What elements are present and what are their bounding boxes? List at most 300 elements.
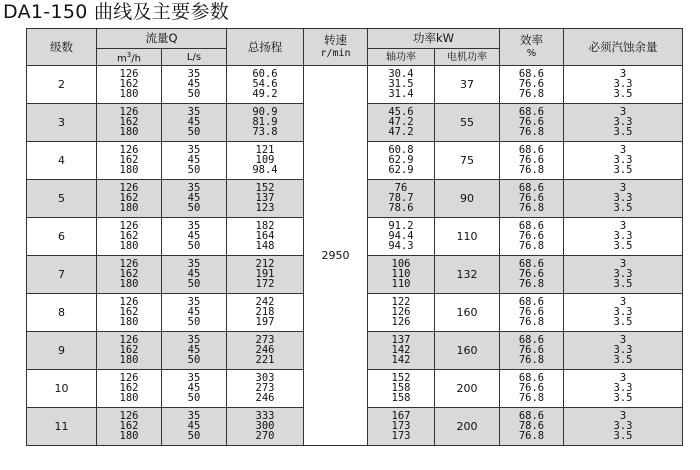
eff-values — [500, 295, 563, 328]
m3h-cell — [97, 256, 162, 294]
ls-values — [162, 67, 226, 100]
head-value: 121 — [255, 143, 275, 156]
eff-cell — [500, 104, 564, 142]
m3h-cell — [97, 332, 162, 370]
m3h-value: 180 — [119, 201, 139, 214]
shaft-value: 47.2 — [388, 115, 414, 128]
npsh-value: 3.3 — [613, 153, 633, 166]
motor-cell: 200 — [435, 408, 500, 446]
head-value: 191 — [255, 267, 275, 280]
ls-value: 45 — [187, 343, 201, 356]
header-power: 功率kW — [368, 29, 500, 49]
npsh-value: 3 — [619, 295, 627, 308]
ls-value: 45 — [187, 267, 201, 280]
npsh-value: 3 — [619, 333, 627, 346]
eff-value: 78.6 — [518, 419, 545, 432]
eff-value: 76.6 — [518, 267, 545, 280]
m3h-value: 162 — [119, 191, 139, 204]
motor-cell: 110 — [435, 218, 500, 256]
head-cell — [227, 294, 304, 332]
ls-value: 50 — [187, 391, 201, 404]
eff-values — [500, 219, 563, 252]
head-value: 148 — [255, 239, 275, 252]
shaft-values — [368, 295, 434, 328]
shaft-cell — [368, 408, 435, 446]
unit-rest: /h — [131, 53, 141, 65]
shaft-value: 110 — [391, 277, 411, 290]
m3h-value: 180 — [119, 429, 139, 442]
npsh-value: 3.3 — [613, 381, 633, 394]
npsh-cell — [564, 332, 683, 370]
shaft-values — [368, 333, 434, 366]
m3h-values — [97, 143, 161, 176]
header-speed-unit: r/min — [320, 48, 351, 60]
eff-value: 76.8 — [518, 429, 545, 442]
ls-values — [162, 143, 226, 176]
m3h-values — [97, 409, 161, 442]
eff-cell — [500, 66, 564, 104]
header-efficiency-unit: % — [526, 48, 537, 60]
header-npsh: 必须汽蚀余量 — [564, 29, 683, 66]
head-value: 54.6 — [252, 77, 278, 90]
npsh-cell — [564, 256, 683, 294]
stage-cell: 6 — [27, 218, 97, 256]
m3h-cell — [97, 294, 162, 332]
shaft-value: 122 — [391, 295, 411, 308]
shaft-value: 126 — [391, 305, 411, 318]
npsh-value: 3.5 — [613, 163, 633, 176]
ls-value: 35 — [187, 105, 201, 118]
head-value: 172 — [255, 277, 275, 290]
eff-value: 68.6 — [518, 409, 545, 422]
npsh-cell — [564, 294, 683, 332]
head-values — [227, 105, 303, 138]
m3h-value: 180 — [119, 315, 139, 328]
ls-value: 35 — [187, 219, 201, 232]
npsh-cell — [564, 218, 683, 256]
stage-cell: 8 — [27, 294, 97, 332]
motor-cell: 37 — [435, 66, 500, 104]
m3h-cell — [97, 142, 162, 180]
page-title: DA1-150 曲线及主要参数 — [3, 1, 230, 23]
ls-value: 45 — [187, 191, 201, 204]
ls-values — [162, 181, 226, 214]
eff-value: 68.6 — [518, 219, 545, 232]
shaft-values — [368, 409, 434, 442]
ls-values — [162, 105, 226, 138]
eff-value: 76.8 — [518, 163, 545, 176]
ls-cell — [162, 294, 227, 332]
head-value: 303 — [255, 371, 275, 384]
head-values — [227, 371, 303, 404]
shaft-value: 62.9 — [388, 163, 414, 176]
unit-base: m — [117, 53, 127, 65]
shaft-value: 126 — [391, 315, 411, 328]
shaft-cell — [368, 104, 435, 142]
shaft-value: 142 — [391, 343, 411, 356]
shaft-value: 137 — [391, 333, 411, 346]
head-value: 221 — [255, 353, 275, 366]
npsh-value: 3.5 — [613, 391, 633, 404]
m3h-value: 162 — [119, 77, 139, 90]
m3h-value: 180 — [119, 277, 139, 290]
head-value: 197 — [255, 315, 275, 328]
ls-value: 50 — [187, 163, 201, 176]
shaft-cell — [368, 370, 435, 408]
npsh-value: 3.5 — [613, 87, 633, 100]
ls-values — [162, 371, 226, 404]
ls-value: 50 — [187, 239, 201, 252]
eff-value: 76.6 — [518, 381, 545, 394]
m3h-value: 162 — [119, 115, 139, 128]
npsh-value: 3.3 — [613, 267, 633, 280]
header-stages: 级数 — [27, 29, 97, 66]
npsh-cell — [564, 104, 683, 142]
npsh-values — [564, 105, 682, 138]
head-value: 246 — [255, 391, 275, 404]
m3h-value: 162 — [119, 305, 139, 318]
motor-cell: 200 — [435, 370, 500, 408]
shaft-value: 78.6 — [388, 201, 414, 214]
head-value: 212 — [255, 257, 275, 270]
npsh-value: 3.3 — [613, 77, 633, 90]
shaft-value: 62.9 — [388, 153, 414, 166]
m3h-value: 180 — [119, 163, 139, 176]
head-values — [227, 333, 303, 366]
npsh-value: 3.5 — [613, 277, 633, 290]
shaft-value: 142 — [391, 353, 411, 366]
m3h-cell — [97, 408, 162, 446]
m3h-value: 180 — [119, 353, 139, 366]
m3h-cell — [97, 66, 162, 104]
ls-values — [162, 257, 226, 290]
npsh-value: 3.5 — [613, 239, 633, 252]
ls-value: 35 — [187, 67, 201, 80]
head-value: 81.9 — [252, 115, 278, 128]
ls-cell — [162, 408, 227, 446]
m3h-value: 180 — [119, 239, 139, 252]
eff-values — [500, 67, 563, 100]
ls-cell — [162, 332, 227, 370]
head-value: 164 — [255, 229, 275, 242]
m3h-value: 126 — [119, 371, 139, 384]
shaft-values — [368, 67, 434, 100]
npsh-values — [564, 143, 682, 176]
head-value: 182 — [255, 219, 275, 232]
m3h-values — [97, 371, 161, 404]
eff-value: 68.6 — [518, 181, 545, 194]
motor-cell: 160 — [435, 294, 500, 332]
m3h-cell — [97, 370, 162, 408]
npsh-values — [564, 371, 682, 404]
shaft-cell — [368, 142, 435, 180]
shaft-values — [368, 219, 434, 252]
shaft-values — [368, 143, 434, 176]
npsh-value: 3 — [619, 219, 627, 232]
npsh-value: 3 — [619, 143, 627, 156]
m3h-cell — [97, 104, 162, 142]
m3h-values — [97, 257, 161, 290]
npsh-value: 3 — [619, 67, 627, 80]
npsh-value: 3.5 — [613, 201, 633, 214]
header-head: 总扬程 — [227, 29, 304, 66]
eff-cell — [500, 256, 564, 294]
ls-value: 35 — [187, 181, 201, 194]
eff-value: 68.6 — [518, 295, 545, 308]
head-value: 246 — [255, 343, 275, 356]
ls-cell — [162, 370, 227, 408]
stage-cell: 3 — [27, 104, 97, 142]
npsh-value: 3.3 — [613, 305, 633, 318]
header-efficiency — [500, 29, 564, 66]
eff-value: 76.6 — [518, 343, 545, 356]
stage-cell: 2 — [27, 66, 97, 104]
npsh-value: 3 — [619, 371, 627, 384]
shaft-value: 158 — [391, 381, 411, 394]
eff-value: 68.6 — [518, 143, 545, 156]
stage-cell: 7 — [27, 256, 97, 294]
m3h-value: 180 — [119, 125, 139, 138]
head-cell — [227, 104, 304, 142]
head-value: 98.4 — [252, 163, 278, 176]
ls-value: 45 — [187, 77, 201, 90]
ls-value: 35 — [187, 371, 201, 384]
ls-value: 50 — [187, 201, 201, 214]
eff-value: 76.8 — [518, 353, 545, 366]
motor-cell: 55 — [435, 104, 500, 142]
head-value: 300 — [255, 419, 275, 432]
shaft-values — [368, 257, 434, 290]
npsh-value: 3.3 — [613, 229, 633, 242]
shaft-value: 173 — [391, 429, 411, 442]
ls-value: 50 — [187, 353, 201, 366]
header-flow: 流量Q — [97, 29, 227, 49]
npsh-value: 3.5 — [613, 125, 633, 138]
ls-value: 45 — [187, 229, 201, 242]
m3h-value: 126 — [119, 333, 139, 346]
shaft-value: 173 — [391, 419, 411, 432]
head-cell — [227, 218, 304, 256]
m3h-cell — [97, 218, 162, 256]
head-values — [227, 295, 303, 328]
eff-value: 76.6 — [518, 229, 545, 242]
shaft-cell — [368, 294, 435, 332]
ls-value: 35 — [187, 143, 201, 156]
header-flow-m3h — [97, 49, 162, 66]
shaft-value: 31.4 — [388, 87, 414, 100]
ls-value: 45 — [187, 153, 201, 166]
ls-cell — [162, 256, 227, 294]
head-value: 49.2 — [252, 87, 278, 100]
head-cell — [227, 180, 304, 218]
eff-cell — [500, 294, 564, 332]
m3h-value: 180 — [119, 87, 139, 100]
header-flow-ls: L/s — [162, 49, 227, 66]
head-value: 273 — [255, 333, 275, 346]
head-cell — [227, 256, 304, 294]
head-value: 333 — [255, 409, 275, 422]
eff-values — [500, 105, 563, 138]
ls-value: 45 — [187, 381, 201, 394]
eff-values — [500, 181, 563, 214]
speed-cell: 2950 — [304, 66, 368, 446]
motor-cell: 75 — [435, 142, 500, 180]
head-value: 273 — [255, 381, 275, 394]
shaft-value: 76 — [394, 181, 408, 194]
m3h-value: 126 — [119, 257, 139, 270]
m3h-value: 126 — [119, 409, 139, 422]
header-speed — [304, 29, 368, 66]
eff-cell — [500, 142, 564, 180]
m3h-values — [97, 333, 161, 366]
head-value: 270 — [255, 429, 275, 442]
eff-value: 76.8 — [518, 277, 545, 290]
npsh-cell — [564, 180, 683, 218]
shaft-value: 60.8 — [388, 143, 414, 156]
ls-cell — [162, 66, 227, 104]
eff-cell — [500, 218, 564, 256]
shaft-cell — [368, 66, 435, 104]
npsh-cell — [564, 142, 683, 180]
stage-cell: 4 — [27, 142, 97, 180]
m3h-value: 162 — [119, 229, 139, 242]
m3h-values — [97, 295, 161, 328]
m3h-cell — [97, 180, 162, 218]
motor-cell: 160 — [435, 332, 500, 370]
shaft-value: 152 — [391, 371, 411, 384]
header-motor-power: 电机功率 — [435, 49, 500, 66]
shaft-value: 94.4 — [388, 229, 414, 242]
header-speed-label: 转速 — [324, 33, 347, 48]
eff-value: 76.6 — [518, 305, 545, 318]
eff-cell — [500, 180, 564, 218]
eff-value: 68.6 — [518, 371, 545, 384]
shaft-value: 91.2 — [388, 219, 414, 232]
npsh-value: 3.5 — [613, 353, 633, 366]
m3h-value: 162 — [119, 419, 139, 432]
stage-cell: 11 — [27, 408, 97, 446]
ls-cell — [162, 142, 227, 180]
shaft-value: 158 — [391, 391, 411, 404]
eff-value: 76.8 — [518, 87, 545, 100]
m3h-value: 162 — [119, 153, 139, 166]
motor-cell: 90 — [435, 180, 500, 218]
eff-values — [500, 257, 563, 290]
shaft-cell — [368, 256, 435, 294]
ls-value: 45 — [187, 419, 201, 432]
m3h-value: 126 — [119, 219, 139, 232]
eff-values — [500, 143, 563, 176]
eff-cell — [500, 370, 564, 408]
ls-value: 35 — [187, 295, 201, 308]
npsh-values — [564, 181, 682, 214]
ls-cell — [162, 104, 227, 142]
m3h-value: 126 — [119, 67, 139, 80]
ls-value: 35 — [187, 333, 201, 346]
ls-value: 35 — [187, 257, 201, 270]
eff-value: 76.6 — [518, 115, 545, 128]
m3h-values — [97, 105, 161, 138]
eff-value: 68.6 — [518, 257, 545, 270]
m3h-values — [97, 219, 161, 252]
eff-value: 76.8 — [518, 201, 545, 214]
motor-cell: 132 — [435, 256, 500, 294]
npsh-value: 3.3 — [613, 343, 633, 356]
eff-value: 76.8 — [518, 239, 545, 252]
shaft-value: 47.2 — [388, 125, 414, 138]
header-shaft-power: 轴功率 — [368, 49, 435, 66]
ls-values — [162, 295, 226, 328]
eff-value: 76.8 — [518, 125, 545, 138]
m3h-value: 126 — [119, 105, 139, 118]
table-row — [27, 66, 683, 104]
shaft-values — [368, 181, 434, 214]
eff-value: 76.8 — [518, 315, 545, 328]
eff-value: 68.6 — [518, 333, 545, 346]
shaft-values — [368, 105, 434, 138]
stage-cell: 10 — [27, 370, 97, 408]
head-values — [227, 143, 303, 176]
ls-cell — [162, 180, 227, 218]
npsh-value: 3.5 — [613, 315, 633, 328]
shaft-value: 167 — [391, 409, 411, 422]
eff-value: 76.8 — [518, 391, 545, 404]
eff-cell — [500, 408, 564, 446]
m3h-value: 162 — [119, 343, 139, 356]
head-value: 137 — [255, 191, 275, 204]
ls-value: 45 — [187, 305, 201, 318]
npsh-values — [564, 333, 682, 366]
shaft-value: 106 — [391, 257, 411, 270]
eff-value: 76.6 — [518, 77, 545, 90]
ls-value: 50 — [187, 87, 201, 100]
head-values — [227, 257, 303, 290]
m3h-values — [97, 67, 161, 100]
m3h-value: 162 — [119, 267, 139, 280]
ls-value: 45 — [187, 115, 201, 128]
npsh-cell — [564, 408, 683, 446]
head-cell — [227, 408, 304, 446]
ls-value: 50 — [187, 125, 201, 138]
head-cell — [227, 142, 304, 180]
head-value: 60.6 — [252, 67, 278, 80]
npsh-value: 3 — [619, 105, 627, 118]
eff-cell — [500, 332, 564, 370]
shaft-value: 78.7 — [388, 191, 414, 204]
head-value: 73.8 — [252, 125, 278, 138]
npsh-cell — [564, 66, 683, 104]
head-value: 90.9 — [252, 105, 278, 118]
ls-value: 50 — [187, 315, 201, 328]
shaft-values — [368, 371, 434, 404]
eff-value: 68.6 — [518, 105, 545, 118]
eff-value: 76.6 — [518, 191, 545, 204]
m3h-value: 126 — [119, 143, 139, 156]
ls-value: 50 — [187, 429, 201, 442]
head-values — [227, 181, 303, 214]
m3h-value: 162 — [119, 381, 139, 394]
head-values — [227, 219, 303, 252]
npsh-value: 3.3 — [613, 419, 633, 432]
npsh-values — [564, 409, 682, 442]
head-cell — [227, 370, 304, 408]
m3h-value: 126 — [119, 181, 139, 194]
ls-cell — [162, 218, 227, 256]
m3h-value: 126 — [119, 295, 139, 308]
eff-values — [500, 333, 563, 366]
shaft-value: 94.3 — [388, 239, 414, 252]
npsh-value: 3.5 — [613, 429, 633, 442]
